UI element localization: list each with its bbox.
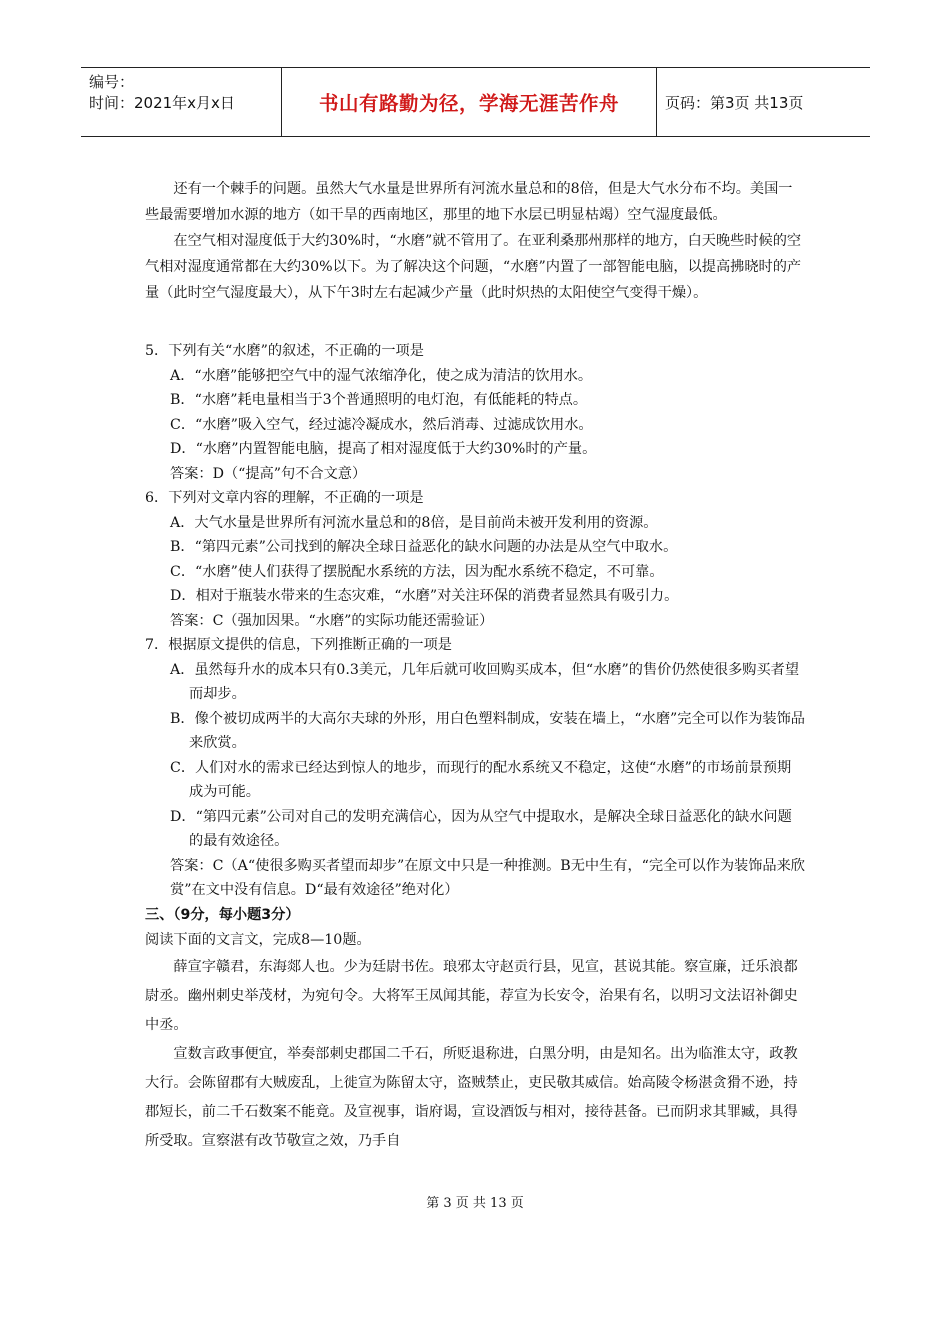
answer: 答案：C（A“使很多购买者望而却步”在原文中只是一种推测。B无中生有，“完全可以作为装饰品来欣赏”在文中没有信息。D“最有效途径”绝对化） xyxy=(170,857,805,898)
number-label: 编号： xyxy=(89,73,135,91)
header-meta xyxy=(81,68,282,136)
question-7 xyxy=(145,633,805,903)
option-b: B．“水磨”耗电量相当于3个普通照明的电灯泡，有低能耗的特点。 xyxy=(170,392,588,408)
option-d: D．相对于瓶装水带来的生态灾难，“水磨”对关注环保的消费者显然具有吸引力。 xyxy=(170,588,679,604)
classical-paragraph: 宣数言政事便宜，举奏部刺史郡国二千石，所贬退称进，白黑分明，由是知名。出为临淮太守，政教大行。会陈留郡有大贼废乱，上徙宣为陈留太守，盗贼禁止，吏民敬其威信。始高陵令杨湛贪猾不逊，持郡短长，前二千石数案不能竟。及宣视事，诣府谒，宣设酒饭与相对，接待甚备。已而阴求其罪臧，具得所受取。宣察湛有改节敬宣之效，乃手自 xyxy=(145,1045,798,1149)
option-a: A．大气水量是世界所有河流水量总和的8倍，是目前尚未被开发利用的资源。 xyxy=(170,514,658,531)
question-6 xyxy=(145,486,805,633)
option-b: B．像个被切成两半的大高尔夫球的外形，用白色塑料制成，安装在墙上，“水磨”完全可以作为装饰品来欣赏。 xyxy=(170,710,805,751)
page-content xyxy=(145,176,805,1156)
option-c: C．“水磨”吸入空气，经过滤冷凝成水，然后消毒、过滤成饮用水。 xyxy=(170,416,593,433)
option-d: D．“水磨”内置智能电脑，提高了相对湿度低于大约30%时的产量。 xyxy=(170,441,597,457)
passage-paragraph: 还有一个棘手的问题。虽然大气水量是世界所有河流水量总和的8倍，但是大气水分布不均。美国一些最需要增加水源的地方（如干旱的西南地区，那里的地下水层已明显枯竭）空气湿度最低。 xyxy=(145,181,793,223)
classical-paragraph: 薛宣字赣君，东海郯人也。少为廷尉书佐。琅邪太守赵贡行县，见宣，甚说其能。察宣廉，迁乐浪都尉丞。幽州刺史举茂材，为宛句令。大将军王凤闻其能，荐宣为长安令，治果有名，以明习文法诏补御史中丞。 xyxy=(145,958,798,1033)
question-5 xyxy=(145,339,805,486)
header-motto: 书山有路勤为径，学海无涯苦作舟 xyxy=(282,68,657,136)
question-stem: 7．根据原文提供的信息，下列推断正确的一项是 xyxy=(145,637,452,653)
header-table xyxy=(81,67,870,137)
option-b: B．“第四元素”公司找到的解决全球日益恶化的缺水问题的办法是从空气中取水。 xyxy=(170,539,678,555)
time-label: 时间：2021年x月x日 xyxy=(89,94,235,112)
passage-paragraph: 在空气相对湿度低于大约30%时，“水磨”就不管用了。在亚利桑那州那样的地方，白天晚些时候的空气相对湿度通常都在大约30%以下。为了解决这个问题，“水磨”内置了一部智能电脑，以提高拂晓时的产量（此时空气湿度最大），从下午3时左右起减少产量（此时炽热的太阳使空气变得干燥）。 xyxy=(145,233,802,301)
spacer xyxy=(145,306,805,339)
option-a: A．“水磨”能够把空气中的湿气浓缩净化，使之成为清洁的饮用水。 xyxy=(170,367,593,384)
option-c: C．人们对水的需求已经达到惊人的地步，而现行的配水系统又不稳定，这使“水磨”的市场前景预期成为可能。 xyxy=(170,759,792,800)
section-instruction: 阅读下面的文言文，完成8—10题。 xyxy=(145,931,371,948)
header-page-label: 页码：第3页 共13页 xyxy=(665,93,804,112)
question-stem: 6．下列对文章内容的理解，不正确的一项是 xyxy=(145,490,424,506)
page-footer: 第 3 页 共 13 页 xyxy=(426,1196,524,1211)
answer: 答案：C（强加因果。“水磨”的实际功能还需验证） xyxy=(170,612,494,629)
option-d: D．“第四元素”公司对自己的发明充满信心，因为从空气中提取水，是解决全球日益恶化的缺水问题的最有效途径。 xyxy=(170,808,792,849)
section-title: 三、（9分，每小题3分） xyxy=(145,906,300,923)
answer: 答案：D（“提高”句不合文意） xyxy=(170,465,367,482)
option-c: C．“水磨”使人们获得了摆脱配水系统的方法，因为配水系统不稳定，不可靠。 xyxy=(170,563,664,580)
question-stem: 5．下列有关“水磨”的叙述，不正确的一项是 xyxy=(145,343,424,359)
option-a: A．虽然每升水的成本只有0.3美元，几年后就可收回购买成本，但“水磨”的售价仍然使很多购买者望而却步。 xyxy=(170,661,800,702)
